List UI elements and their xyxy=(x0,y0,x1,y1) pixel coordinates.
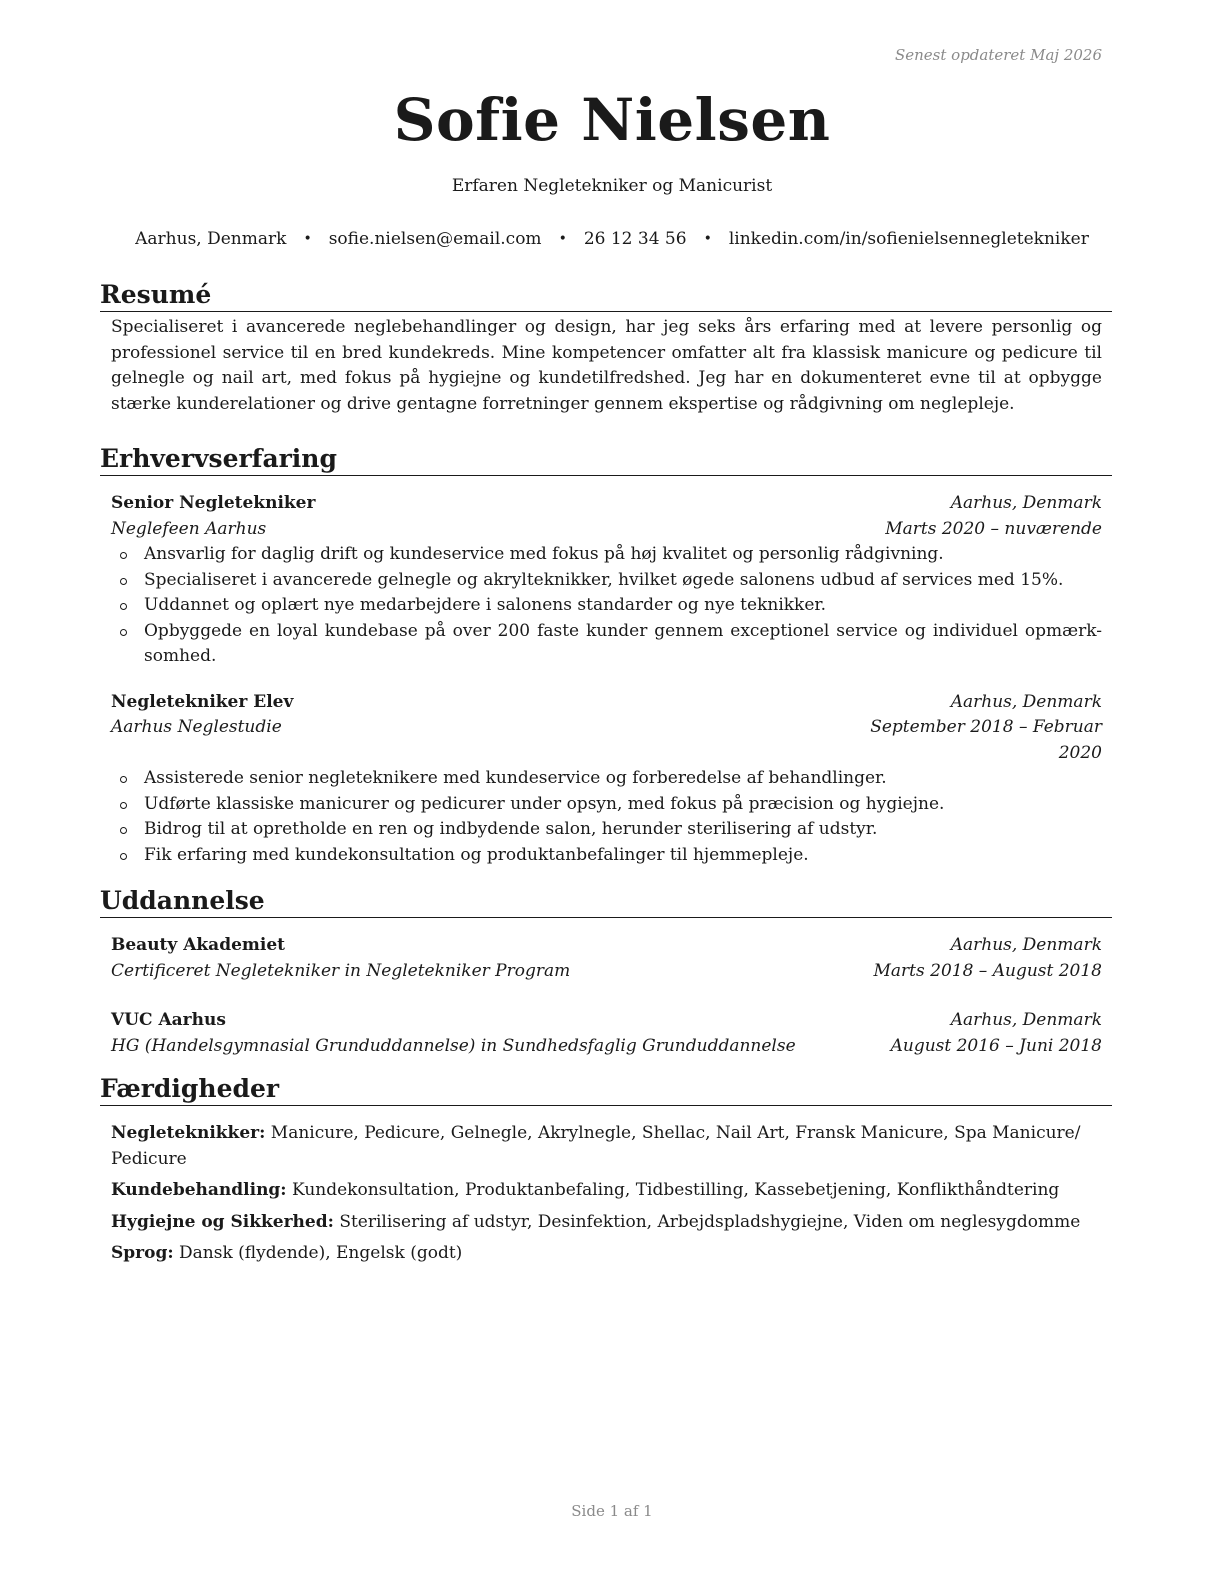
skill-label: Hygiejne og Sikkerhed: xyxy=(111,1211,334,1232)
section-heading-education: Uddannelse xyxy=(100,886,1112,918)
skill-value: Dansk (flydende), Engelsk (godt) xyxy=(179,1243,463,1263)
job-location: Aarhus, Denmark xyxy=(950,493,1102,513)
candidate-title: Erfaren Negletekniker og Manicurist xyxy=(451,176,773,196)
skill-value: Kundekonsultation, Produktanbefaling, Tidbestilling, Kassebetjening, Konflikthåndtering xyxy=(292,1180,1060,1200)
section-heading-summary: Resumé xyxy=(100,280,1112,312)
education-section xyxy=(100,886,1112,1059)
job-dates-line1: September 2018 – Februar xyxy=(870,717,1102,737)
contact-location: Aarhus, Denmark xyxy=(135,229,287,249)
education-degree: HG (Handelsgymnasial Grunduddannelse) in Sundhedsfaglig Grunduddannelse xyxy=(111,1035,796,1056)
skill-value: Sterilisering af udstyr, Desinfektion, Arbejdspladshygiejne, Viden om neglesygdomme xyxy=(339,1211,1081,1232)
skill-label: Kundebehandling: xyxy=(111,1180,287,1200)
section-heading-skills: Færdigheder xyxy=(100,1074,1112,1106)
job-entry xyxy=(111,491,1102,670)
job-company: Neglefeen Aarhus xyxy=(111,518,267,539)
contact-email[interactable]: sofie.nielsen@email.com xyxy=(328,229,542,249)
job-dates: Marts 2020 – nuværende xyxy=(885,518,1102,539)
job-location: Aarhus, Denmark xyxy=(950,691,1102,712)
list-item: Uddannet og oplært nye medarbejdere i salonens standarder og nye teknikker. xyxy=(111,593,1102,619)
education-entry xyxy=(111,1008,1102,1059)
contact-phone[interactable]: 26 12 34 56 xyxy=(583,229,687,249)
education-entry xyxy=(111,933,1102,984)
education-dates: August 2016 – Juni 2018 xyxy=(890,1035,1102,1056)
education-location: Aarhus, Denmark xyxy=(950,1010,1102,1030)
job-role: Negletekniker Elev xyxy=(111,691,294,712)
list-item: Ansvarlig for daglig drift og kundeservice med fokus på høj kvalitet og personlig rådgivning. xyxy=(111,542,1102,568)
skill-group xyxy=(111,1121,1102,1172)
last-updated: Senest opdateret Maj 2026 xyxy=(894,46,1102,64)
education-location: Aarhus, Denmark xyxy=(950,935,1102,955)
education-degree: Certificeret Negletekniker in Negletekniker Program xyxy=(111,960,571,981)
experience-section xyxy=(100,444,1112,868)
job-dates-line2: 2020 xyxy=(1058,742,1102,763)
skill-group xyxy=(111,1178,1102,1204)
separator-dot: • xyxy=(303,231,312,247)
skill-group xyxy=(111,1241,1102,1267)
education-school: VUC Aarhus xyxy=(111,1010,226,1030)
list-item: Assisterede senior negleteknikere med kundeservice og forberedelse af behandlinger. xyxy=(111,766,1102,792)
job-role: Senior Negletekniker xyxy=(111,493,316,513)
skills-section xyxy=(100,1074,1112,1273)
job-entry xyxy=(111,690,1102,869)
separator-dot: • xyxy=(558,231,567,247)
candidate-name: Sofie Nielsen xyxy=(393,86,831,154)
contact-linkedin[interactable]: linkedin.com/in/sofienielsennegletekniker xyxy=(728,229,1089,249)
job-company: Aarhus Neglestudie xyxy=(111,717,282,737)
separator-dot: • xyxy=(703,231,712,247)
education-school: Beauty Akademiet xyxy=(111,935,286,955)
list-item: Bidrog til at opretholde en ren og indbydende salon, herunder sterilisering af udstyr. xyxy=(111,817,1102,843)
job-bullets xyxy=(111,542,1102,670)
skill-label: Sprog: xyxy=(111,1243,174,1263)
contact-line xyxy=(0,229,1224,249)
skill-value: Manicure, Pedicure, Gelnegle, Akrylnegle, Shellac, Nail Art, Fransk Manicure, Spa Manicure/ Pedicure xyxy=(111,1123,1081,1169)
page-number: Side 1 af 1 xyxy=(571,1502,653,1520)
summary-text: Specialiseret i avancerede neglebehandlinger og design, har jeg seks års erfaring med at levere personlig og professionel service til en bred kundekreds. Mine kompetencer omfatter alt fra klassisk manicure og pedicure til gelnegle og nail art, med fokus på hygiejne og kundetilfredshed. Jeg har en dokumenteret evne til at opbygge stærke kunderelationer og drive gentagne forretninger gennem ekspertise og rådgivning om neglepleje. xyxy=(111,317,1102,414)
list-item: Fik erfaring med kundekonsultation og produktanbefalinger til hjemmepleje. xyxy=(111,843,1102,869)
list-item: Udførte klassiske manicurer og pedicurer under opsyn, med fokus på præcision og hygiejne. xyxy=(111,792,1102,818)
section-heading-experience: Erhvervserfaring xyxy=(100,444,1112,476)
list-item: Specialiseret i avancerede gelnegle og akrylteknikker, hvilket øgede salonens udbud af services med 15%. xyxy=(111,568,1102,594)
job-dates xyxy=(870,715,1102,766)
list-item: Opbyggede en loyal kundebase på over 200 faste kunder gennem exceptionel service og individuel opmærk-somhed. xyxy=(111,619,1102,670)
skill-label: Negleteknikker: xyxy=(111,1123,266,1143)
education-dates: Marts 2018 – August 2018 xyxy=(873,960,1102,981)
job-bullets xyxy=(111,766,1102,868)
summary-section xyxy=(100,280,1112,417)
skill-group xyxy=(111,1210,1102,1236)
